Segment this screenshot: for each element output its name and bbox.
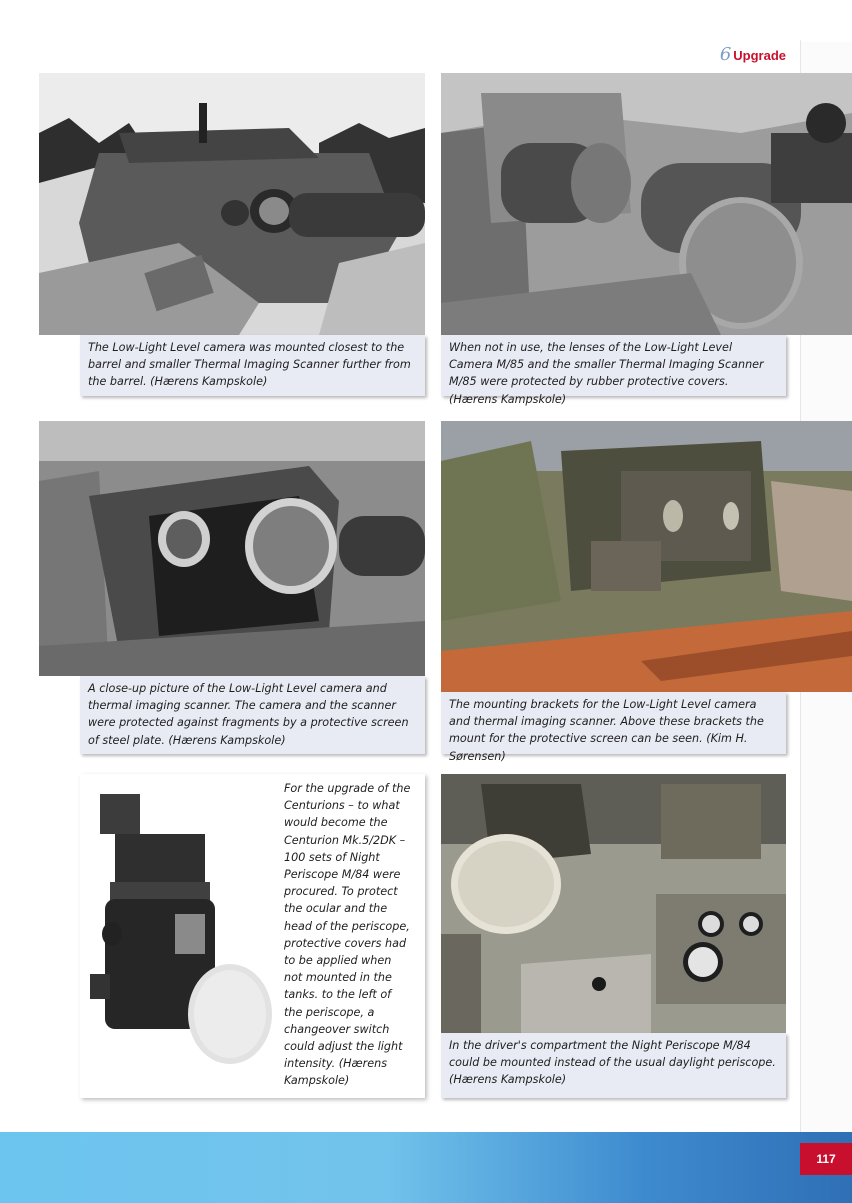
periscope-card	[80, 774, 425, 1098]
photo-lens-covers	[441, 73, 852, 335]
photo-mounting-brackets	[441, 421, 852, 692]
caption-5: For the upgrade of the Centurions – to what would become the Centurion Mk.5/2DK – 100 sets of Night Periscope M/84 were procured. To protect the ocular and the head of the periscope, protective covers had to be applied when not mounted in the tanks. to the left of the periscope, a changeover switch could adjust the light intensity. (Hærens Kampskole)	[284, 782, 411, 1088]
footer-band	[0, 1132, 852, 1203]
caption-3: A close-up picture of the Low-Light Level camera and thermal imaging scanner. The camera and the scanner were protected against fragments by a protective screen of steel plate. (Hærens Kampskole)	[80, 676, 425, 754]
chapter-title: Upgrade	[733, 48, 786, 63]
running-header	[700, 44, 786, 65]
caption-6: In the driver's compartment the Night Periscope M/84 could be mounted instead of the usual daylight periscope. (Hærens Kampskole)	[441, 1033, 786, 1098]
photo-drivers-compartment	[441, 774, 786, 1033]
photo-protective-screen	[39, 421, 425, 676]
caption-2: When not in use, the lenses of the Low-Light Level Camera M/85 and the smaller Thermal Imaging Scanner M/85 were protected by rubber protective covers. (Hærens Kampskole)	[441, 335, 786, 396]
chapter-number: 6	[719, 44, 732, 65]
page-number: 117	[800, 1143, 852, 1175]
photo-camera-turret	[39, 73, 425, 335]
photo-night-periscope	[80, 774, 278, 1098]
caption-1: The Low-Light Level camera was mounted closest to the barrel and smaller Thermal Imaging Scanner further from the barrel. (Hærens Kampskole)	[80, 335, 425, 396]
caption-4: The mounting brackets for the Low-Light Level camera and thermal imaging scanner. Above these brackets the mount for the protective screen can be seen. (Kim H. Sørensen)	[441, 692, 786, 754]
